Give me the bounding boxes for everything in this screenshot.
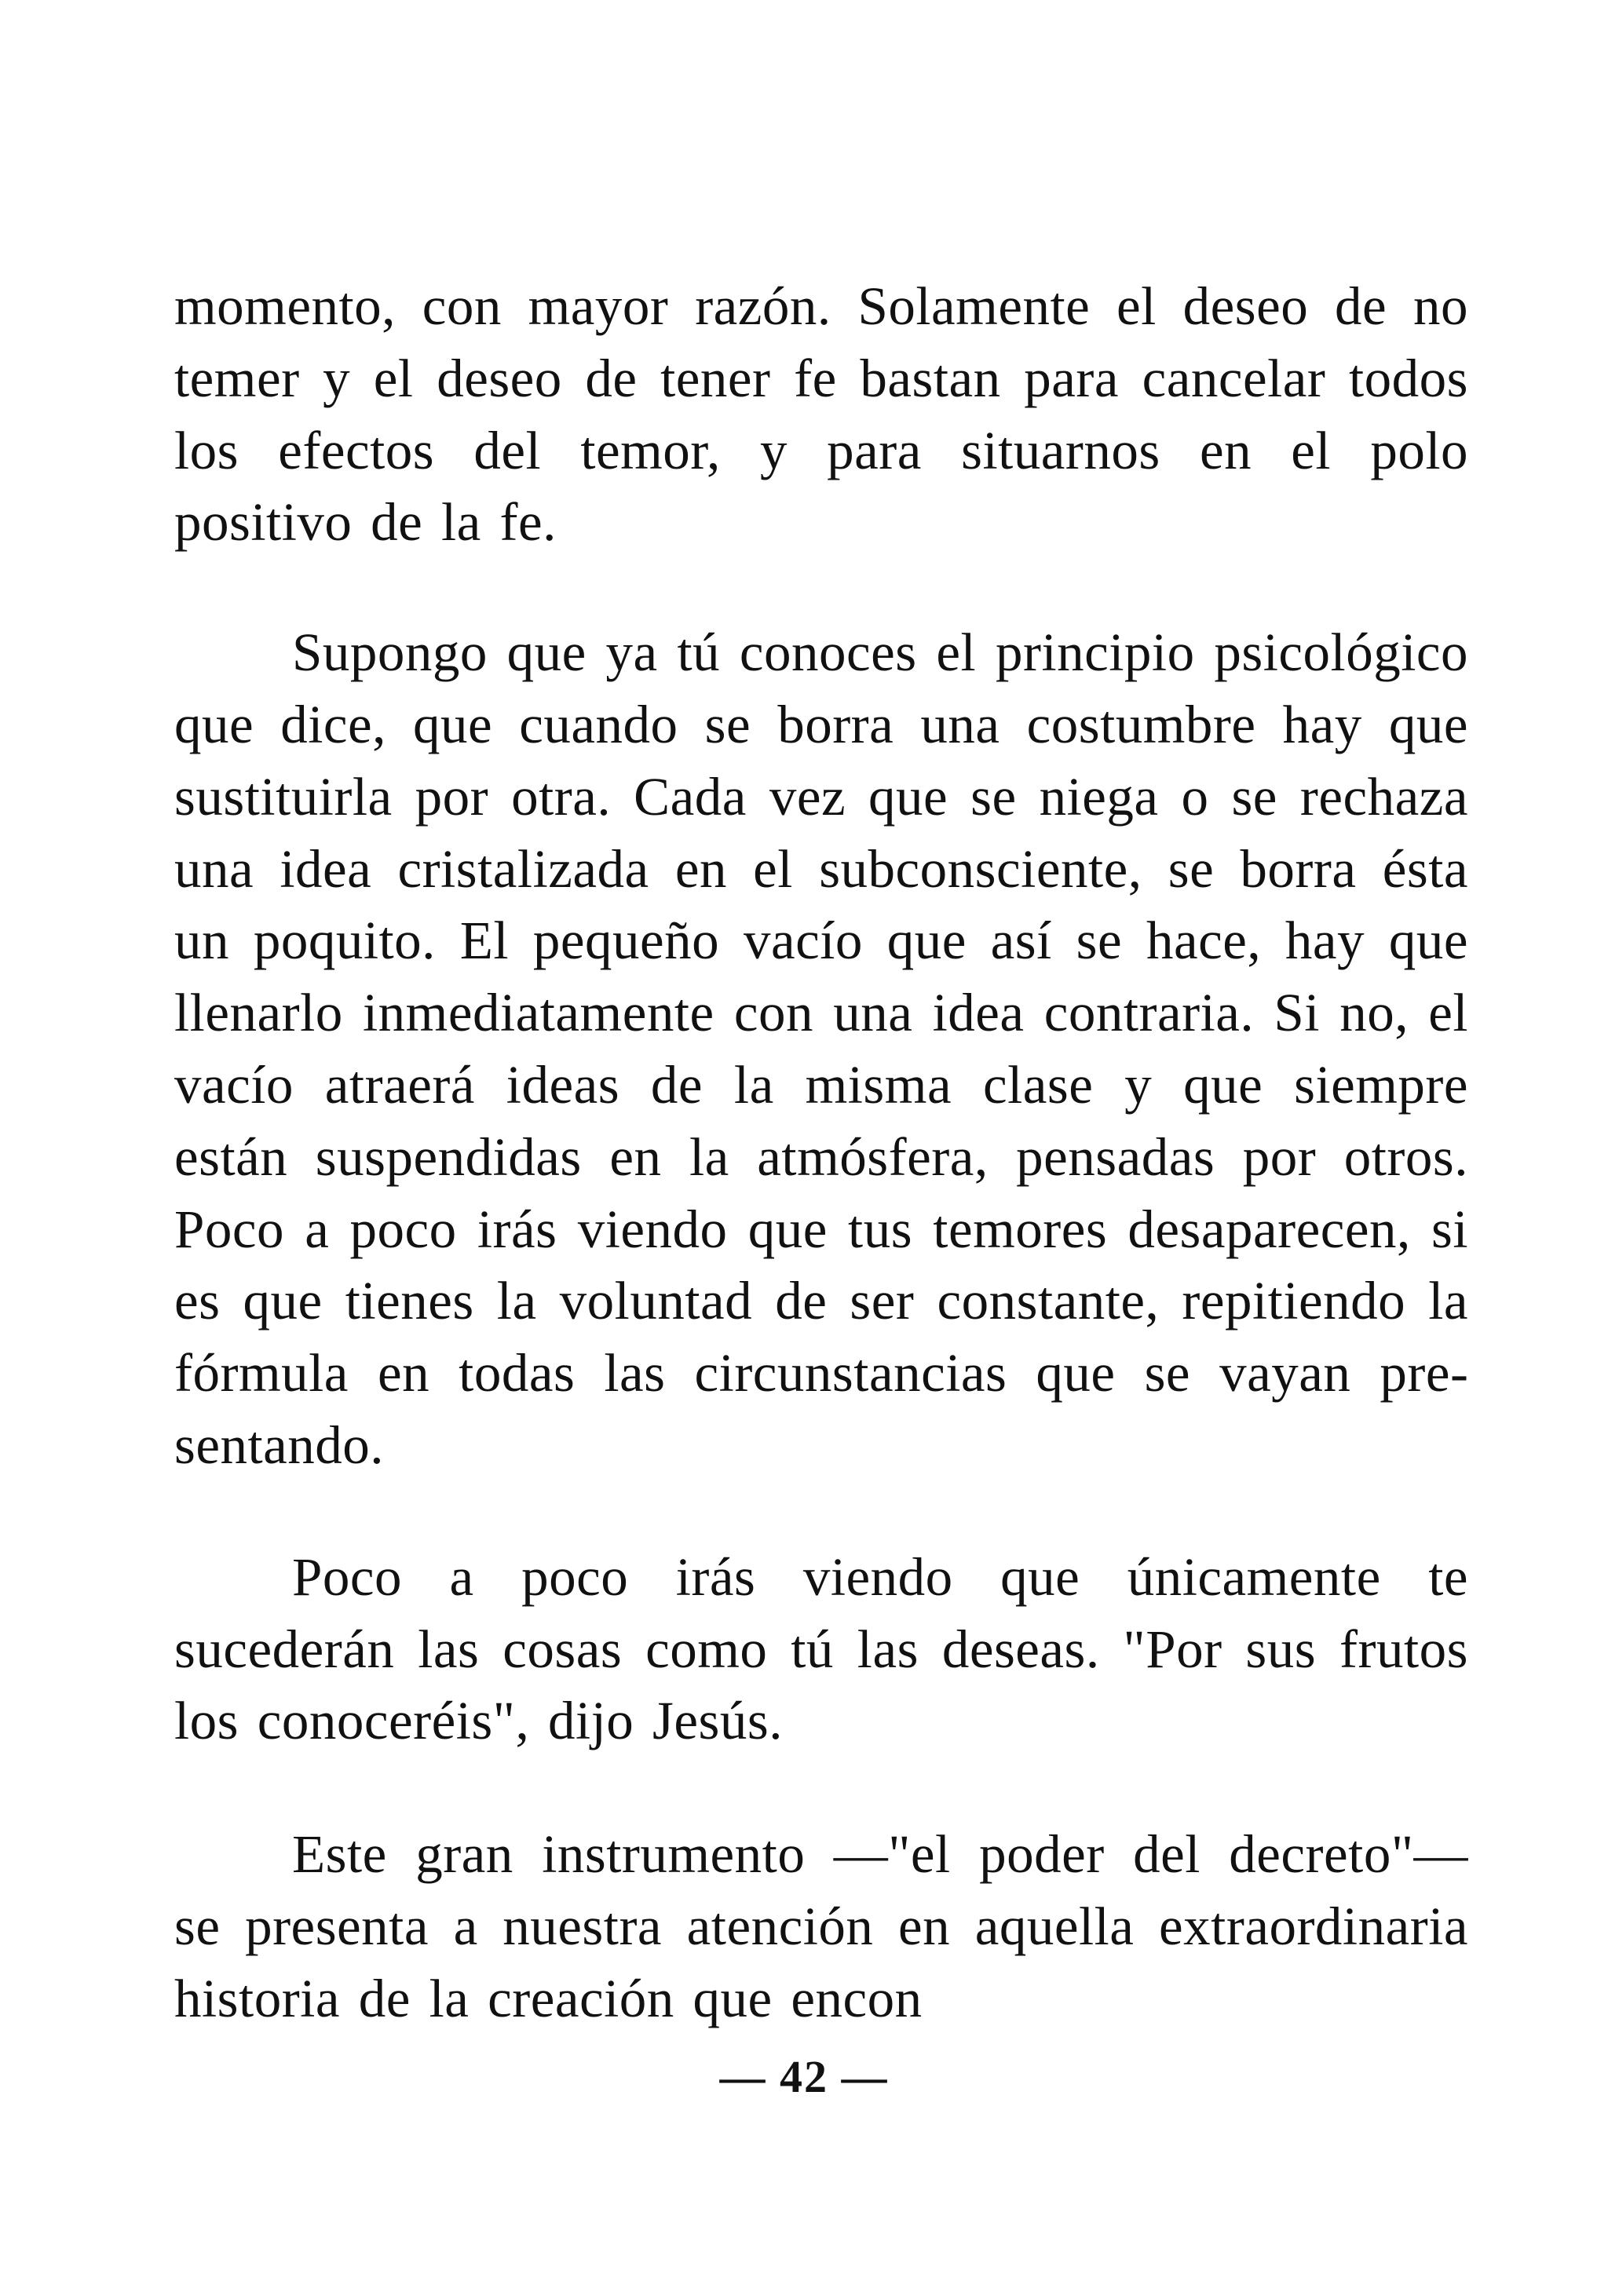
paragraph-1: momento, con mayor razón. Solamente el deseo de no temer y el deseo de tener fe bastan para cancelar todos los efectos del temor, y para situarnos en el polo positivo de la fe.	[174, 276, 1468, 553]
paragraph-2: Supongo que ya tú conoces el principio psicológico que dice, que cuando se borra una costumbre hay que sustituirla por otra. Cada vez que se niega o se rechaza una idea cristalizada en el subconsciente, se borra ésta un poquito. El pequeño vacío que así se hace, hay que llenarlo inmediatamente con una idea contraria. Si no, el vacío atraerá ideas de la misma clase y que siempre están suspendidas en la atmósfera, pensadas por otros. Poco a poco irás viendo que tus temores desaparecen, si es que tienes la voluntad de ser constante, repitiendo la fórmula en todas las circunstancias que se vayan presentando.	[174, 622, 1468, 1475]
paragraph-3: Poco a poco irás viendo que únicamente te sucederán las cosas como tú las deseas. "Por sus frutos los conoceréis", dijo Jesús.	[174, 1546, 1468, 1751]
paragraph-4: Este gran instrumento —"el poder del decreto"— se presenta a nuestra atención en aquella extraordinaria historia de la creación que encon	[174, 1824, 1468, 2028]
body-text	[174, 271, 1468, 2035]
page-number: — 42 —	[719, 2051, 889, 2102]
